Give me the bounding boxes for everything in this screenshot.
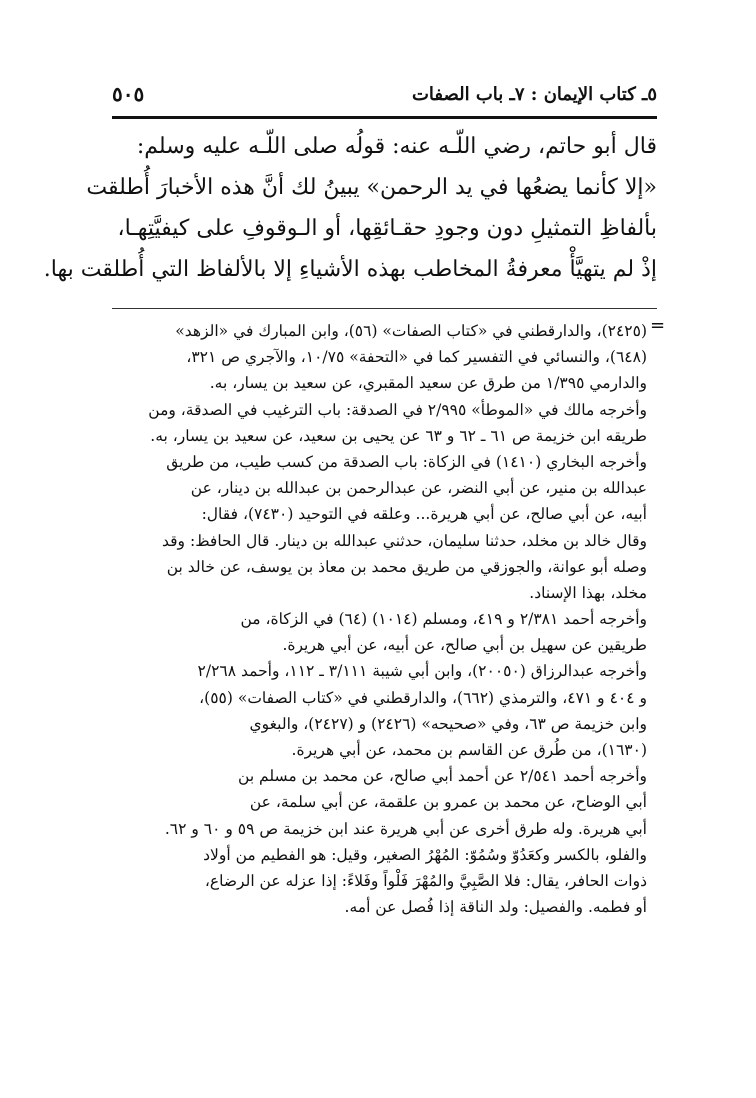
footnote-line: ذوات الحافر، يقال: فلا الصَّبِيَّ والمُهْرَ فَلْواً وفَلاءً: إذا عزله عن الرضاع، — [204, 871, 647, 890]
footnote-line: وصله أبو عوانة، والجوزقي من طريق محمد بن معاذ بن يوسف، عن خالد بن — [166, 557, 647, 576]
page-number: ٥٠٥ — [112, 82, 145, 106]
footnote-separator — [112, 308, 657, 309]
footnote-line: وأخرجه عبدالرزاق (٢٠٠٥٠)، وابن أبي شيبة ٣/١١١ ـ ١١٢، وأحمد ٢/٢٦٨ — [197, 662, 647, 681]
footnote-line: أبيه، عن أبي صالح، عن أبي هريرة... وعلقه في التوحيد (٧٤٣٠)، فقال: — [201, 505, 647, 524]
footnote-line: والفلو، بالكسر وكعَدُوّ وسُمُوّ: المُهْرُ الصغير، وقيل: هو الفطيم من أولاد — [203, 845, 647, 864]
footnote-line: وأخرجه أحمد ٢/٥٤١ عن أحمد أبي صالح، عن محمد بن مسلم بن — [238, 767, 647, 786]
footnote-line: وأخرجه مالك في «الموطأ» ٢/٩٩٥ في الصدقة: باب الترغيب في الصدقة، ومن — [148, 400, 647, 419]
footnote-line: طريقه ابن خزيمة ص ٦١ ـ ٦٢ و ٦٣ عن يحيى بن سعيد، عن سعيد بن يسار، به. — [150, 426, 647, 445]
footnote-line: طريقين عن سهيل بن أبي صالح، عن أبيه، عن أبي هريرة. — [282, 636, 647, 655]
header-rule — [112, 116, 657, 119]
footnote-line: مخلد، بهذا الإسناد. — [529, 583, 647, 602]
footnote-line: أبي هريرة. وله طرق أخرى عن أبي هريرة عند ابن خزيمة ص ٥٩ و ٦٠ و ٦٢. — [164, 819, 647, 838]
footnote-line: عبدالله بن منير، عن أبي النضر، عن عبدالرحمن بن عبدالله بن دينار، عن — [190, 479, 647, 498]
footnote-line: و ٤٠٤ و ٤٧١، والترمذي (٦٦٢)، والدارقطني في «كتاب الصفات» (٥٥)، — [199, 688, 647, 707]
footnote-line: وأخرجه أحمد ٢/٣٨١ و ٤١٩، ومسلم (١٠١٤) (٦٤) في الزكاة، من — [240, 610, 647, 629]
running-head: ٥ـ كتاب الإيمان : ٧ـ باب الصفات — [411, 84, 657, 105]
footnote-line: أبي الوضاح، عن محمد بن عمرو بن علقمة، عن أبي سلمة، عن — [249, 793, 647, 812]
main-text-line: «إلا كأنما يضعُها في يد الرحمن» يبينُ لك أنَّ هذه الأخبارَ أُطلقت — [86, 175, 657, 200]
main-text-line: قال أبو حاتم، رضي اللّـه عنه: قولُه صلى اللّـه عليه وسلم: — [136, 134, 657, 159]
footnote-line: (٦٤٨)، والنسائي في التفسير كما في «التحفة» ١٠/٧٥، والآجري ص ٣٢١، — [186, 348, 647, 367]
footnote-line: وأخرجه البخاري (١٤١٠) في الزكاة: باب الصدقة من كسب طيب، من طريق — [166, 452, 647, 471]
footnote-continuation-mark: = — [650, 315, 666, 336]
footnote-line: (٢٤٢٥)، والدارقطني في «كتاب الصفات» (٥٦)، وابن المبارك في «الزهد» — [175, 322, 647, 340]
footnote-line: أو فطمه. والفصيل: ولد الناقة إذا فُصل عن أمه. — [344, 898, 647, 917]
main-text-line: بألفاظِ التمثيلِ دون وجودِ حقـائقِها، أو الـوقوفِ على كيفيَّتِهـا، — [117, 216, 657, 241]
footnote-line: وقال خالد بن مخلد، حدثنا سليمان، حدثني عبدالله بن دينار. قال الحافظ: وقد — [162, 531, 647, 550]
main-text — [43, 126, 657, 290]
footnotes — [112, 318, 647, 920]
footnote-line: والدارمي ١/٣٩٥ من طرق عن سعيد المقبري، عن سعيد بن يسار، به. — [209, 374, 647, 393]
page-header — [112, 80, 657, 114]
main-text-line: إذْ لم يتهيَّأْ معرفةُ المخاطب بهذه الأشياءِ إلا بالألفاظ التي أُطلقت بها. — [43, 257, 657, 282]
footnote-line: وابن خزيمة ص ٦٣، وفي «صحيحه» (٢٤٢٦) و (٢٤٢٧)، والبغوي — [249, 714, 647, 733]
footnote-line: (١٦٣٠)، من طُرق عن القاسم بن محمد، عن أبي هريرة. — [291, 741, 647, 759]
